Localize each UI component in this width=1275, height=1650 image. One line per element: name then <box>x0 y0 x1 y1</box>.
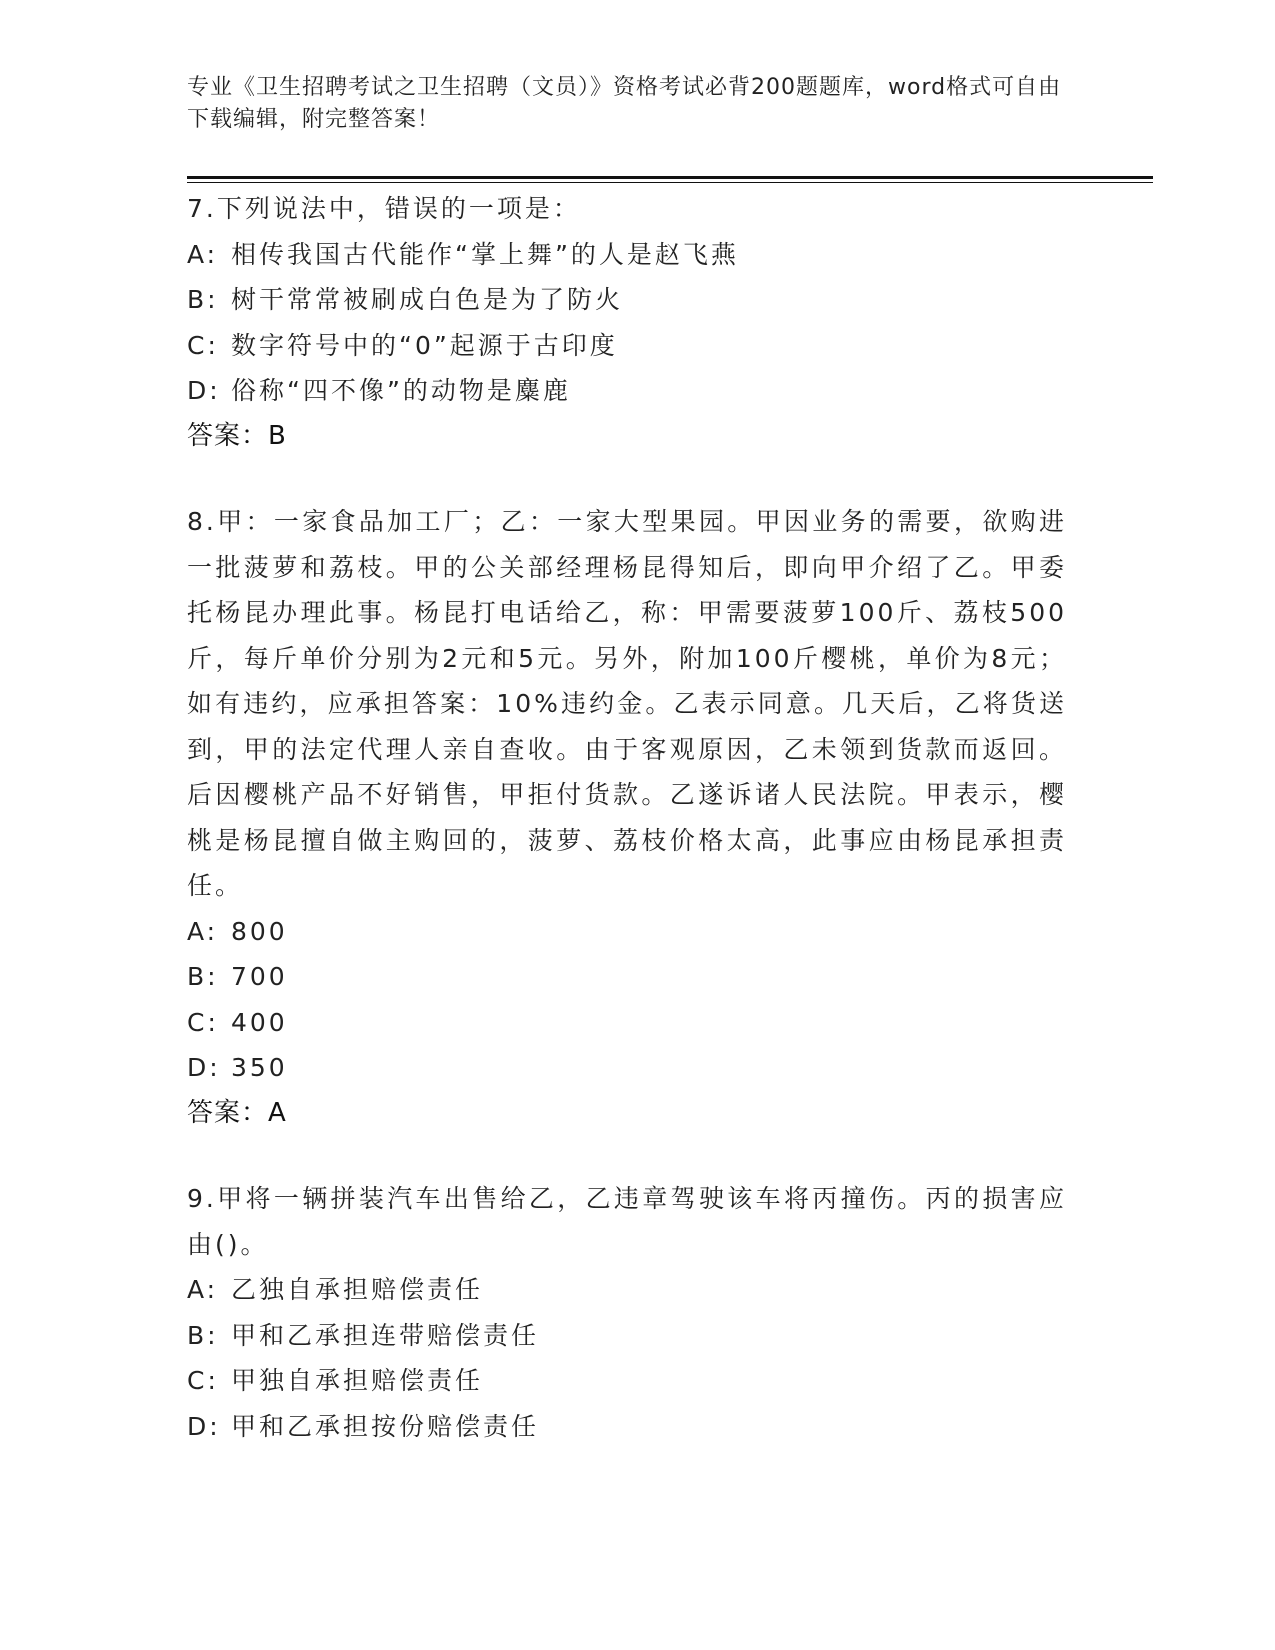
option-d <box>187 1045 1067 1091</box>
option-letter: C: <box>187 330 219 360</box>
answer-line: 答案：B <box>187 420 287 451</box>
option-d <box>187 1404 1067 1450</box>
option-c <box>187 323 1067 369</box>
option-text: 800 <box>231 916 288 946</box>
option-a <box>187 909 1067 955</box>
option-text: 数字符号中的“0”起源于古印度 <box>231 330 618 360</box>
option-text: 树干常常被刷成白色是为了防火 <box>231 285 624 314</box>
option-letter: B: <box>187 285 219 314</box>
question-9 <box>187 1176 1067 1449</box>
question-stem: 9.甲将一辆拼装汽车出售给乙，乙违章驾驶该车将丙撞伤。丙的损害应由()。 <box>187 1184 1067 1259</box>
option-a <box>187 1267 1067 1313</box>
answer-line: 答案：A <box>187 1097 287 1128</box>
option-letter: A: <box>187 1275 219 1304</box>
question-stem: 8.甲：一家食品加工厂；乙：一家大型果园。甲因业务的需要，欲购进一批菠萝和荔枝。甲的公关部经理杨昆得知后，即向甲介绍了乙。甲委托杨昆办理此事。杨昆打电话给乙，称：甲需要菠萝100斤、荔枝500斤，每斤单价分别为2元和5元。另外，附加100斤樱桃，单价为8元；如有违约，应承担答案：10%违约金。乙表示同意。几天后，乙将货送到，甲的法定代理人亲自查收。由于客观原因，乙未领到货款而返回。后因樱桃产品不好销售，甲拒付货款。乙遂诉诸人民法院。甲表示，樱桃是杨昆擅自做主购回的，菠萝、荔枝价格太高，此事应由杨昆承担责任。 <box>187 507 1067 900</box>
option-c <box>187 1358 1067 1404</box>
option-text: 甲和乙承担按份赔偿责任 <box>231 1411 540 1441</box>
option-text: 甲和乙承担连带赔偿责任 <box>231 1320 540 1350</box>
option-text: 700 <box>231 962 288 991</box>
option-c <box>187 1000 1067 1046</box>
option-b <box>187 954 1067 1000</box>
option-b <box>187 277 1067 323</box>
option-letter: B: <box>187 1320 219 1350</box>
document-header <box>187 72 1067 136</box>
question-stem: 7.下列说法中，错误的一项是： <box>187 194 581 223</box>
question-gap <box>187 459 1067 499</box>
option-d <box>187 368 1067 414</box>
question-8 <box>187 499 1067 1136</box>
header-rule-thick <box>187 176 1153 179</box>
option-text: 相传我国古代能作“掌上舞”的人是赵飞燕 <box>231 239 739 269</box>
option-letter: C: <box>187 1007 219 1037</box>
option-a <box>187 232 1067 278</box>
option-letter: A: <box>187 239 219 269</box>
question-gap <box>187 1136 1067 1176</box>
option-text: 俗称“四不像”的动物是麋鹿 <box>231 376 571 405</box>
question-list <box>187 186 1067 1449</box>
option-text: 400 <box>231 1007 288 1037</box>
option-b <box>187 1313 1067 1359</box>
header-rule-thin <box>187 182 1153 183</box>
header-title: 专业《卫生招聘考试之卫生招聘（文员）》资格考试必背200题题库，word格式可自由下载编辑，附完整答案！ <box>187 75 1062 132</box>
option-text: 乙独自承担赔偿责任 <box>231 1275 484 1304</box>
option-letter: D: <box>187 1053 221 1082</box>
option-text: 甲独自承担赔偿责任 <box>231 1366 484 1395</box>
option-text: 350 <box>231 1053 288 1082</box>
option-letter: C: <box>187 1366 219 1395</box>
option-letter: D: <box>187 376 221 405</box>
option-letter: A: <box>187 916 219 946</box>
option-letter: D: <box>187 1411 221 1441</box>
option-letter: B: <box>187 962 219 991</box>
question-7 <box>187 186 1067 459</box>
